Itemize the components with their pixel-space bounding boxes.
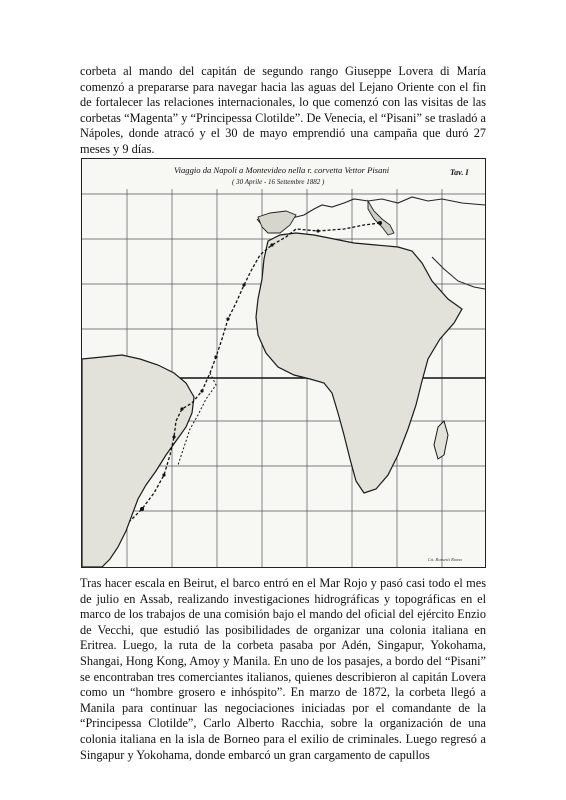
iberia-shape: [258, 211, 296, 233]
map-title: Viaggio da Napoli a Montevideo nella r. corvetta Vettor Pisani: [174, 165, 390, 175]
italy-shape: [368, 201, 394, 235]
historical-route-map: [81, 158, 486, 568]
map-dates: ( 30 Aprile - 16 Settembre 1882 ): [232, 178, 325, 186]
body-paragraph-1: corbeta al mando del capitán de segundo rango Giuseppe Lovera di María comenzó a prepararse para navegar hacia las aguas del Lejano Oriente con el fin de fortalecer las relaciones internacionales, lo que comenzó con las visitas de las corbetas “Magenta” y “Principessa Clotilde”. De Venecia, el “Pisani” se trasladó a Nápoles, donde atracó y el 30 de mayo emprendió una campaña que duró 27 meses y 9 días.: [80, 64, 486, 156]
south-america-shape: [82, 355, 194, 567]
body-paragraph-2: Tras hacer escala en Beirut, el barco entró en el Mar Rojo y pasó casi todo el mes de julio en Assab, realizando investigaciones hidrográficas y topográficas en el marco de los trabajos de una comisión bajo el mando del oficial del ejército Enzio de Vecchi, que estudió las posibilidades de organizar una colonia italiana en Eritrea. Luego, la ruta de la corbeta pasaba por Adén, Singapur, Yokohama, Shangai, Hong Kong, Amoy y Manila. En uno de los pasajes, a bordo del “Pisani” se encontraban tres comerciantes italianos, quienes describieron al capitán Lovera como un “hombre grosero e inhóspito”. En marzo de 1872, la corbeta llegó a Manila para continuar las negociaciones iniciadas por el comandante de la “Principessa Clotilde”, Carlo Alberto Racchia, sobre la organización de una colonia italiana en la isla de Borneo para el exilio de criminales. Luego regresó a Singapur y Yokohama, donde embarcó un gran cargamento de capullos: [80, 576, 486, 762]
map-plate-number: Tav. I: [450, 168, 469, 177]
africa-shape: [256, 233, 462, 493]
madagascar-shape: [434, 421, 448, 459]
map-imprint: Lit. Rossetti Roma: [428, 557, 462, 562]
map-drawing: [82, 159, 485, 567]
